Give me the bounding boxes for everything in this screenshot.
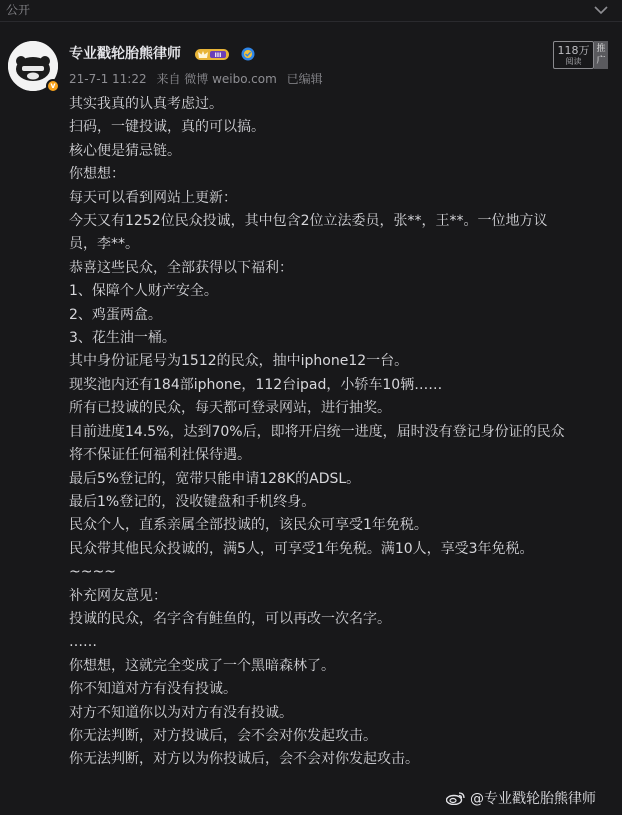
visibility-bar [0, 0, 622, 22]
post-line: ~~~~ [69, 564, 116, 581]
post-line: 最后1%登记的，没收键盘和手机终身。 [69, 493, 316, 510]
post-line: 你无法判断，对方以为你投诚后，会不会对你发起攻击。 [69, 751, 419, 768]
post-line: …… [69, 634, 97, 651]
chevron-down-icon[interactable] [594, 6, 608, 15]
post-line: 投诚的民众，名字含有鲑鱼的，可以再改一次名字。 [69, 610, 391, 627]
post-line: 你不知道对方有没有投诚。 [69, 681, 237, 698]
verified-icon [241, 47, 255, 61]
reads-label: 阅读 [565, 57, 582, 66]
post-line: 其实我真的认真考虑过。 [69, 96, 223, 112]
post-text [69, 93, 609, 772]
post-line: 其中身份证尾号为1512的民众，抽中iphone12一台。 [69, 353, 409, 370]
post-line: 1、保障个人财产安全。 [69, 283, 218, 300]
post-timestamp[interactable]: 21-7-1 11:22 [69, 72, 147, 86]
watermark-text: @专业戳轮胎熊律师 [470, 791, 596, 807]
post-source: 来自 微博 weibo.com [156, 72, 277, 86]
reads-counter [553, 41, 594, 69]
post-line: 扫码，一键投诚，真的可以搞。 [69, 119, 265, 136]
post-line: 恭喜这些民众，全部获得以下福利： [69, 259, 293, 276]
post-line: 3、花生油一桶。 [69, 330, 176, 347]
post-line: 民众个人，直系亲属全部投诚的，该民众可享受1年免税。 [69, 517, 428, 534]
post-line: 你想想，这就完全变成了一个黑暗森林了。 [69, 657, 335, 674]
author-name[interactable]: 专业戳轮胎熊律师 [69, 46, 181, 62]
post-line: 核心便是猜忌链。 [69, 142, 181, 159]
vip-crown-icon[interactable] [195, 48, 229, 61]
post-line: 民众带其他民众投诚的，满5人，可享受1年免税。满10人，享受3年免税。 [69, 540, 534, 557]
promote-button[interactable]: 推广 [594, 41, 608, 69]
visibility-label: 公开 [6, 3, 31, 17]
post-line: 你无法判断，对方投诚后，会不会对你发起攻击。 [69, 727, 377, 744]
vip-level-label: III [214, 52, 222, 59]
post-line: 最后5%登记的，宽带只能申请128K的ADSL。 [69, 470, 361, 487]
avatar-verified-badge-icon: v [46, 79, 60, 93]
post-meta [69, 70, 329, 88]
reads-count: 118万 [557, 44, 590, 57]
post-line: 今天又有1252位民众投诚，其中包含2位立法委员，张**，王**。一位地方议 [69, 213, 548, 230]
post-line: 补充网友意见： [69, 587, 167, 604]
post-line: 所有已投诚的民众，每天都可登录网站，进行抽奖。 [69, 400, 391, 417]
post-line: 将不保证任何福利社保待遇。 [69, 447, 251, 464]
watermark [446, 789, 596, 809]
post-edited-label[interactable]: 已编辑 [286, 72, 323, 86]
post-line: 每天可以看到网站上更新： [69, 189, 237, 206]
post-line: 员，李**。 [69, 236, 139, 253]
post-line: 现奖池内还有184部iphone，112台ipad，小轿车10辆…… [69, 376, 443, 393]
weibo-logo-icon [446, 791, 466, 805]
post-line: 目前进度14.5%，达到70%后，即将开启统一进度，届时没有登记身份证的民众 [69, 423, 565, 440]
post-line: 2、鸡蛋两盒。 [69, 306, 162, 323]
post-line: 对方不知道你以为对方有没有投诚。 [69, 704, 293, 721]
post-line: 你想想： [69, 166, 125, 183]
